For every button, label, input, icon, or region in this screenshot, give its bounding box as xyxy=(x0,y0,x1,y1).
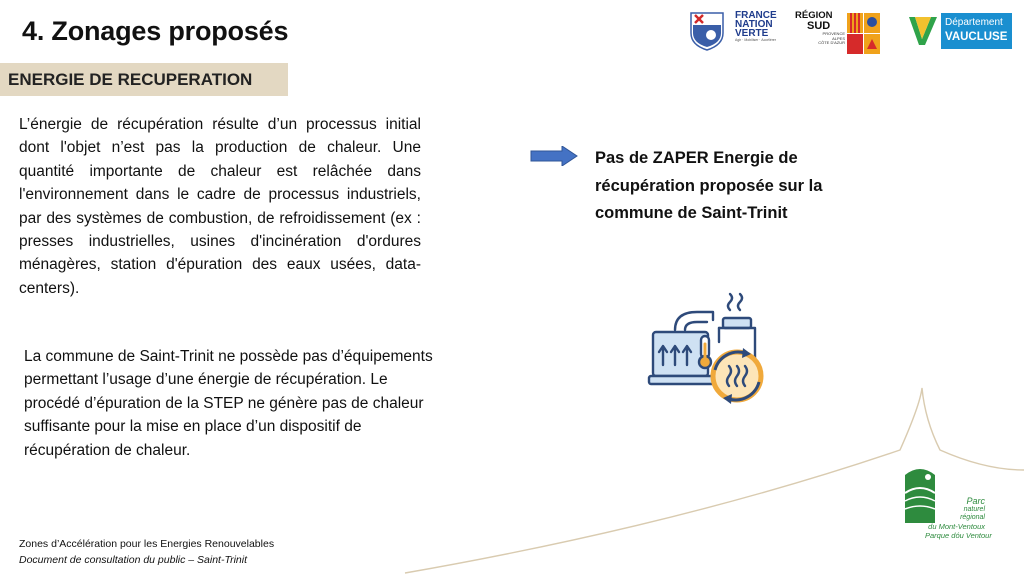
fnv-line2: NATION xyxy=(735,19,773,30)
region-line2: SUD xyxy=(807,20,831,32)
fnv-line3: VERTE xyxy=(735,28,769,39)
fnv-line1: FRANCE xyxy=(735,10,777,21)
parc-line4: du Mont-Ventoux xyxy=(928,522,985,531)
parc-line2: naturel xyxy=(963,506,985,513)
region-sub2: ALPES xyxy=(832,35,845,41)
parc-line5: Parque dóu Ventour xyxy=(925,531,992,540)
city-coat-of-arms-logo xyxy=(689,11,725,51)
region-sub3: CÔTE D'AZUR xyxy=(818,40,845,45)
region-sud-logo xyxy=(795,11,845,53)
right-arrow-icon xyxy=(530,146,578,166)
region-sub1: PROVENCE xyxy=(822,31,845,36)
parc-line3: régional xyxy=(960,514,985,521)
region-sud-shield-icon xyxy=(847,13,881,55)
commune-paragraph: La commune de Saint-Trinit ne possède pas d’équipements permettant l’usage d’une énergie de récupération. Le procédé d’épuration de la STEP ne génère pas de chaleur suffisante pour la mise en place d’un dispositif de récupération de chaleur. xyxy=(24,348,433,459)
vaucluse-v-icon xyxy=(905,13,941,49)
vaucluse-line1: Département xyxy=(945,17,1003,28)
parc-line1: Parc xyxy=(966,496,985,506)
parc-naturel-regional-logo xyxy=(925,496,992,557)
section-header xyxy=(0,63,288,96)
region-line1: RÉGION xyxy=(795,10,833,21)
heat-recovery-plant-icon xyxy=(645,290,770,410)
vaucluse-logo xyxy=(905,13,1012,49)
france-nation-verte-logo xyxy=(735,11,787,47)
section-label: ENERGIE DE RECUPERATION xyxy=(8,70,253,89)
vaucluse-line2: VAUCLUSE xyxy=(945,31,1008,43)
page-title: 4. Zonages proposés xyxy=(22,16,289,46)
footer-subtitle: Document de consultation du public – Saint-Trinit xyxy=(19,554,248,566)
footer-title: Zones d’Accélération pour les Energies Renouvelables xyxy=(19,538,275,550)
conclusion-text: Pas de ZAPER Energie de récupération proposée sur la commune de Saint-Trinit xyxy=(595,149,823,222)
fnv-tagline: Agir · Mobiliser · Accélérer xyxy=(735,38,777,42)
description-paragraph: L’énergie de récupération résulte d’un processus initial dont l'objet n’est pas la production de chaleur. Une quantité importante de chaleur est relâchée dans l'environnement dans le cadre de processus industriels, par des systèmes de combustion, de refroidissement (ex : presses industrielles, usines d'incinération d'ordures ménagères, station d'épuration des eaux usées, data-centers). xyxy=(19,116,421,297)
